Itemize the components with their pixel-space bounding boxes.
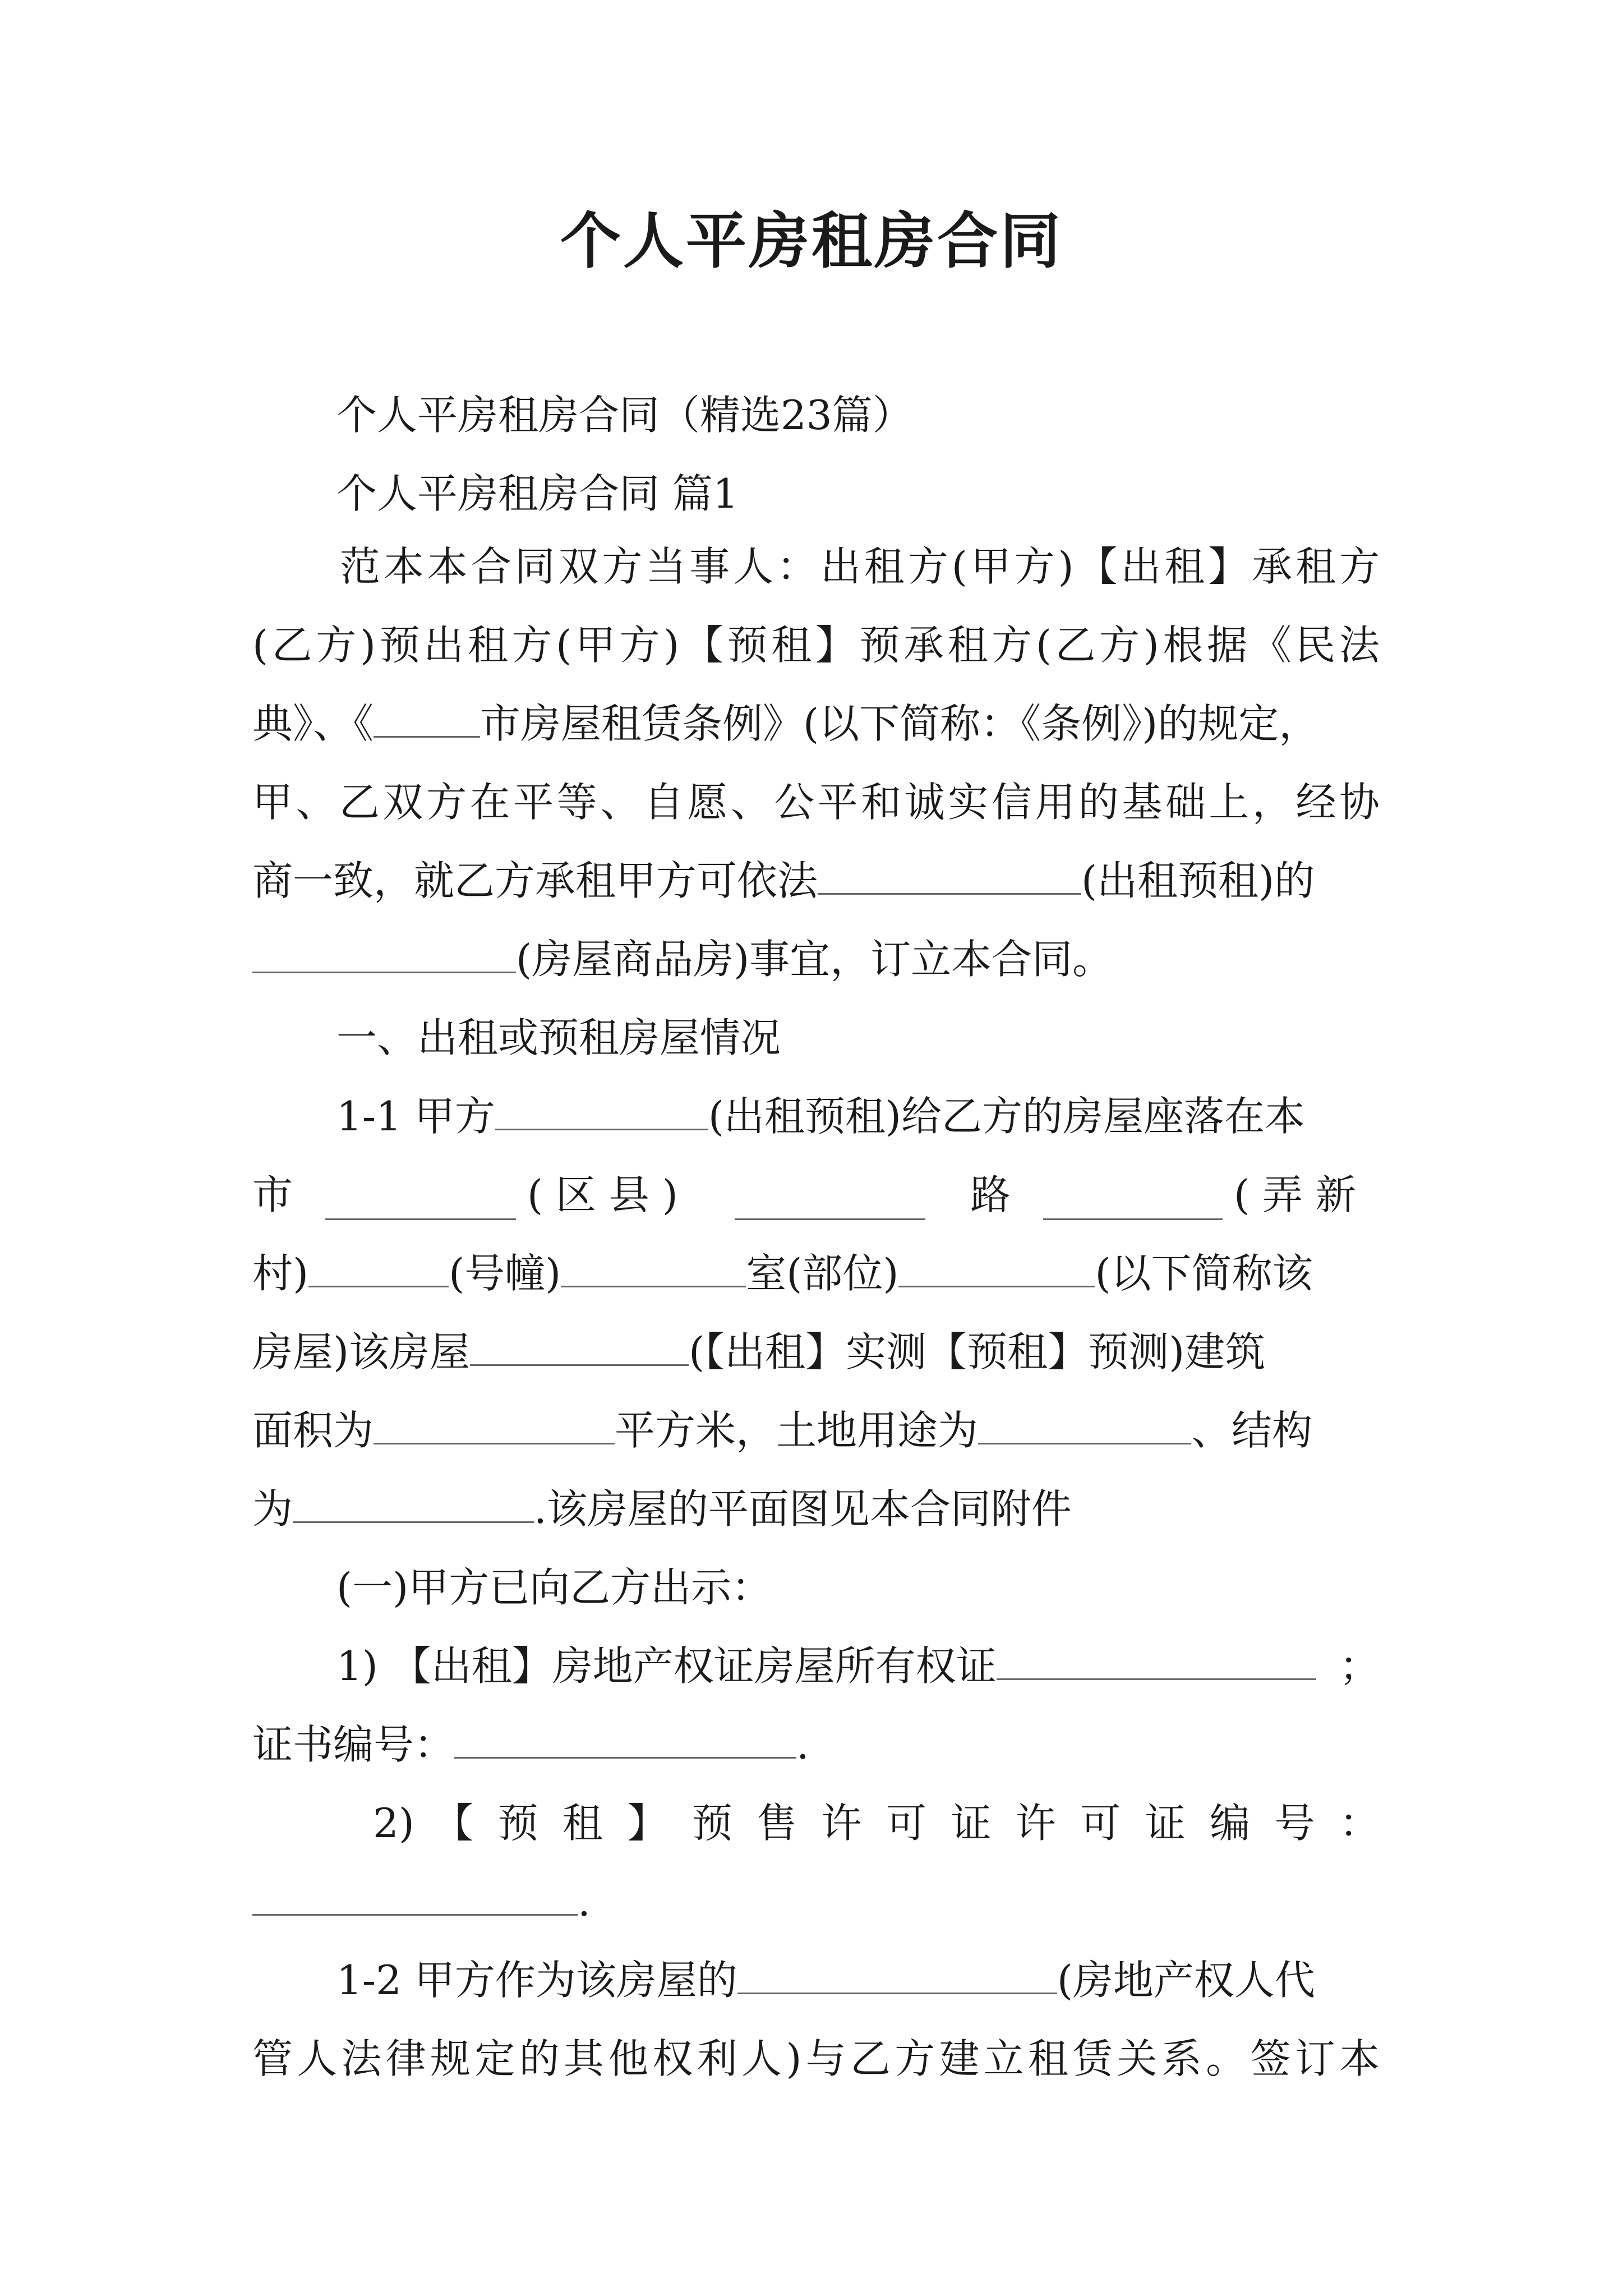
- p2-line-6a: 为: [252, 1485, 293, 1533]
- p1-line-5a: 商一致，就乙方承租甲方可依法: [252, 857, 818, 904]
- item1-line-2: [252, 1717, 809, 1773]
- p1-line-3b: 市房屋租赁条例》(以下简称：《条例》)的规定，: [480, 700, 1320, 747]
- road-blank[interactable]: [735, 1184, 925, 1220]
- p2-line-4a: 房屋)该房屋: [252, 1328, 471, 1375]
- p1-line-6-text: (房屋商品房)事宜，订立本合同。: [516, 936, 1113, 983]
- item2-line-2b: .: [578, 1878, 591, 1925]
- p3-line-1b: (房地产权人代: [1057, 1957, 1315, 2004]
- p1-line-3: [252, 696, 1319, 752]
- p1-line-5b: (出租预租)的: [1081, 857, 1315, 904]
- p2-line-3: [252, 1245, 1313, 1301]
- p2-line-6: [252, 1481, 1072, 1537]
- sub-heading: (一)甲方已向乙方出示：: [336, 1564, 772, 1611]
- item1-line-2b: .: [796, 1721, 809, 1768]
- certificate-blank[interactable]: [997, 1644, 1316, 1680]
- p1-line-3a: 典》、《: [252, 700, 374, 747]
- p2-line-3c: 室(部位): [746, 1250, 899, 1297]
- item2-line-2: [252, 1874, 591, 1930]
- item1-line-1a: 1) 【出租】房地产权证房屋所有权证: [336, 1642, 997, 1690]
- p1-line-2: (乙方)预出租方(甲方)【预租】预承租方(乙方)根据《民法: [252, 622, 1380, 669]
- property-type-blank[interactable]: [252, 937, 516, 973]
- p2-line-2: [252, 1167, 1380, 1223]
- p2-line-4: [252, 1324, 1265, 1380]
- p1-line-1-text: 范本本合同双方当事人：出租方(甲方)【出租】承租方: [336, 543, 1380, 590]
- p2-line-5a: 面积为: [252, 1407, 374, 1454]
- measure-blank[interactable]: [470, 1329, 689, 1366]
- p1-line-1: [252, 539, 1380, 595]
- p3-line-2: 管人法律规定的其他权利人)与乙方建立租赁关系。签订本: [252, 2035, 1380, 2082]
- p1-line-4: 甲、乙双方在平等、自愿、公平和诚实信用的基础上，经协: [252, 779, 1380, 826]
- district-blank[interactable]: [325, 1184, 516, 1220]
- item1-line-1: [336, 1638, 1380, 1694]
- p2-line-5b: 平方米，土地用途为: [615, 1407, 979, 1454]
- p2-line-5: [252, 1402, 1312, 1458]
- certificate-number-blank[interactable]: [454, 1722, 796, 1759]
- document-title: 个人平房租房合同: [560, 206, 1063, 277]
- room-blank[interactable]: [561, 1251, 746, 1287]
- land-use-blank[interactable]: [978, 1408, 1191, 1444]
- p2-line-2d: ( 弄 新: [1234, 1171, 1356, 1218]
- p2-line-1: [336, 1088, 1305, 1144]
- p2-line-1a: 1-1 甲方: [336, 1093, 495, 1140]
- document-subtitle: 个人平房租房合同（精选23篇）: [336, 392, 913, 439]
- p2-line-3d: (以下简称该: [1095, 1250, 1313, 1297]
- city-blank[interactable]: [374, 701, 480, 738]
- lease-type-blank[interactable]: [818, 858, 1081, 895]
- p2-line-2a: 市: [252, 1171, 293, 1218]
- presale-permit-blank[interactable]: [252, 1879, 578, 1916]
- p2-line-6b: .该房屋的平面图见本合同附件: [534, 1485, 1072, 1533]
- area-blank[interactable]: [374, 1408, 615, 1444]
- p3-line-1: [336, 1952, 1315, 2008]
- lane-blank[interactable]: [1043, 1184, 1223, 1220]
- p2-line-5c: 、结构: [1191, 1407, 1313, 1454]
- p2-line-4b: (【出租】实测【预租】预测)建筑: [689, 1328, 1266, 1375]
- section-heading: 个人平房租房合同 篇1: [336, 470, 739, 517]
- item2-line-1: 2) 【 预 租 】 预 售 许 可 证 许 可 证 编 号 ：: [373, 1800, 1380, 1847]
- p2-line-1b: (出租预租)给乙方的房屋座落在本: [708, 1093, 1306, 1140]
- p2-line-3b: (号幢): [449, 1250, 561, 1297]
- p3-line-1a: 1-2 甲方作为该房屋的: [336, 1957, 737, 2004]
- item1-line-2a: 证书编号：: [252, 1721, 455, 1768]
- owner-role-blank[interactable]: [737, 1958, 1057, 1994]
- unit-blank[interactable]: [898, 1251, 1095, 1287]
- lease-type-blank-2[interactable]: [495, 1094, 708, 1130]
- p2-line-2c: 路: [970, 1171, 1011, 1218]
- p2-line-2b: ( 区 县 ): [527, 1171, 678, 1218]
- structure-blank[interactable]: [293, 1487, 534, 1523]
- building-blank[interactable]: [308, 1251, 449, 1287]
- item1-line-1b: ；: [1339, 1642, 1380, 1690]
- p1-line-5: [252, 853, 1315, 909]
- p2-line-3a: 村): [252, 1250, 309, 1297]
- heading-1: 一、出租或预租房屋情况: [336, 1014, 781, 1061]
- p1-line-6: [252, 931, 1113, 987]
